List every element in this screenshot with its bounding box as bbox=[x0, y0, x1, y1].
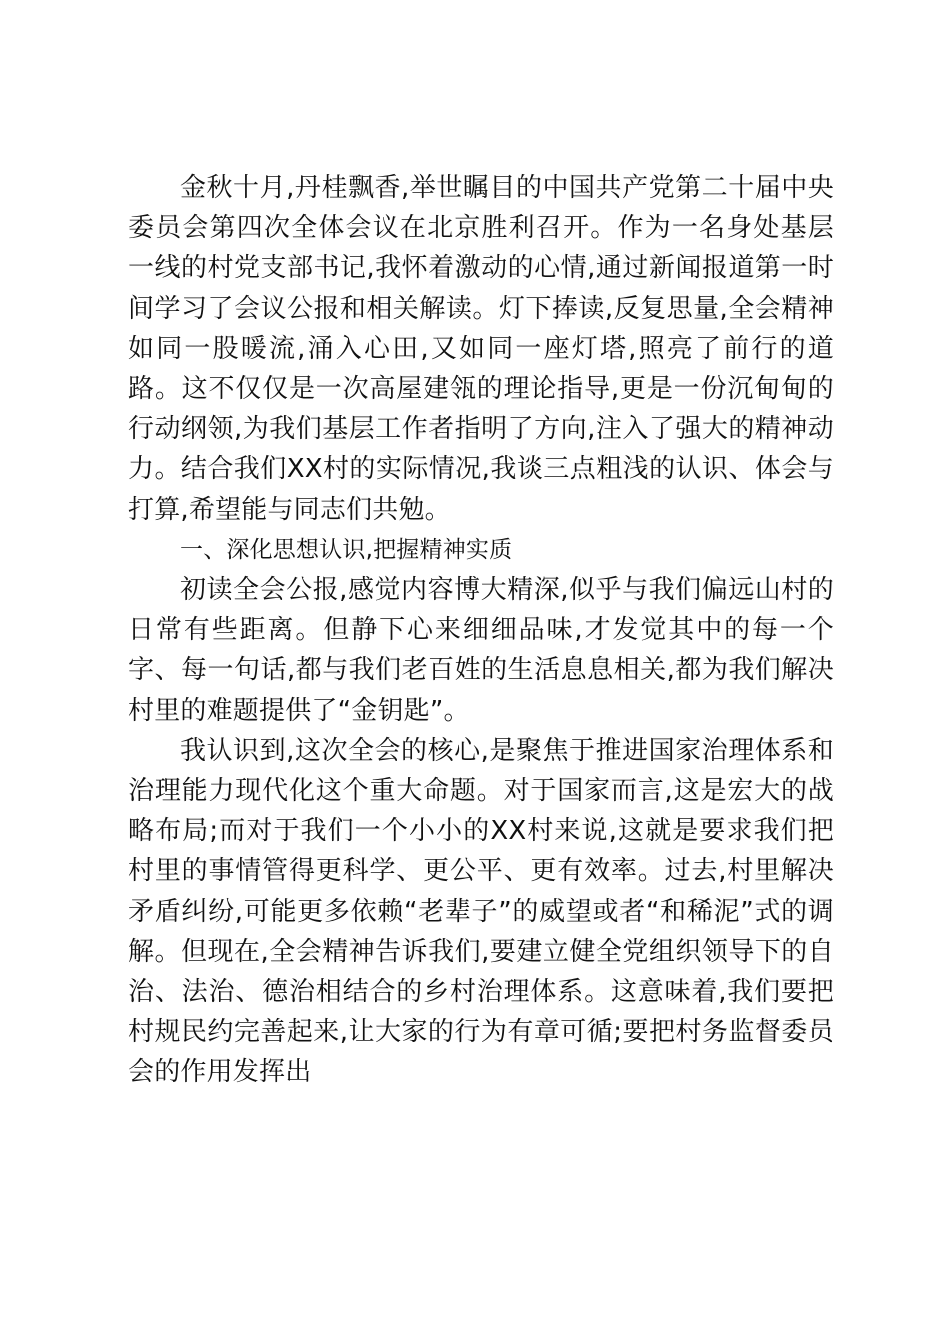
intro-paragraph: 金秋十月,丹桂飘香,举世瞩目的中国共产党第二十届中央委员会第四次全体会议在北京胜利召开。作为一名身处基层一线的村党支部书记,我怀着激动的心情,通过新闻报道第一时间学习了会议公报和相关解读。灯下捧读,反复思量,全会精神如同一股暖流,涌入心田,又如同一座灯塔,照亮了前行的道路。这不仅仅是一次高屋建瓴的理论指导,更是一份沉甸甸的行动纲领,为我们基层工作者指明了方向,注入了强大的精神动力。结合我们XX村的实际情况,我谈三点粗浅的认识、体会与打算,希望能与同志们共勉。 bbox=[128, 173, 834, 525]
body-paragraph-1: 初读全会公报,感觉内容博大精深,似乎与我们偏远山村的日常有些距离。但静下心来细细品味,才发觉其中的每一个字、每一句话,都与我们老百姓的生活息息相关,都为我们解决村里的难题提供了“金钥匙”。 bbox=[128, 575, 834, 726]
section-heading-1: 一、深化思想认识,把握精神实质 bbox=[180, 536, 513, 563]
body-paragraph-2: 我认识到,这次全会的核心,是聚焦于推进国家治理体系和治理能力现代化这个重大命题。对于国家而言,这是宏大的战略布局;而对于我们一个小小的XX村来说,这就是要求我们把村里的事情管得更科学、更公平、更有效率。过去,村里解决矛盾纠纷,可能更多依赖“老辈子”的威望或者“和稀泥”式的调解。但现在,全会精神告诉我们,要建立健全党组织领导下的自治、法治、德治相结合的乡村治理体系。这意味着,我们要把村规民约完善起来,让大家的行为有章可循;要把村务监督委员会的作用发挥出 bbox=[128, 735, 834, 1088]
document-page bbox=[128, 168, 834, 1093]
